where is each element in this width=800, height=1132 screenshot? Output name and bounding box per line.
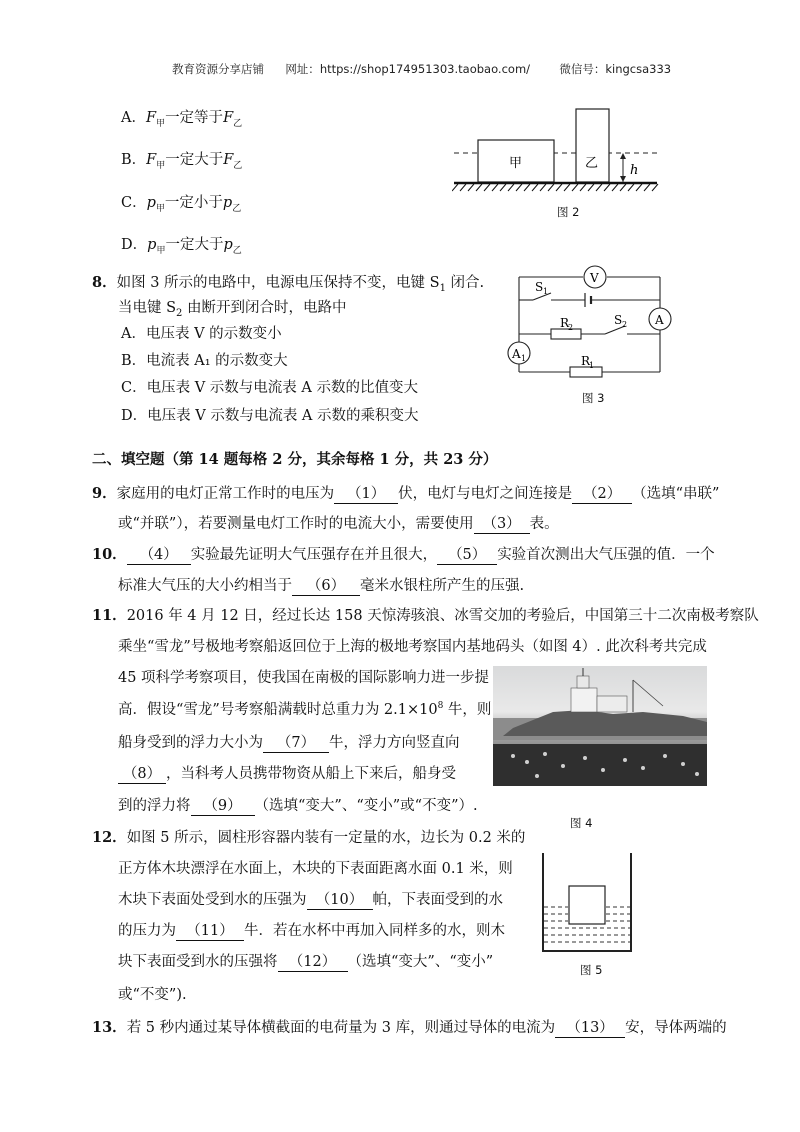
- q9-text-d: （选填“串联”: [632, 486, 720, 502]
- q11-text-4: 高．假设“雪龙”号考察船满载时总重力为 2.1×10: [118, 702, 438, 718]
- option-subscript-2: 乙: [233, 118, 243, 129]
- option-symbol: p: [147, 237, 157, 253]
- q10-text-c: 标准大气压的大小约相当于: [118, 578, 292, 594]
- q12-text-5a: 块下表面受到水的压强将: [118, 954, 278, 970]
- q10-line2: [118, 574, 524, 596]
- option-relation: 一定大于: [165, 237, 224, 253]
- q10-text-b: 实验首次测出大气压强的值．一个: [497, 547, 715, 563]
- resistor-r1-sub: 1: [589, 361, 595, 370]
- q8-sub-1: 1: [439, 282, 446, 294]
- option-symbol: F: [146, 152, 157, 168]
- resistor-r2-label: R: [560, 316, 570, 330]
- q12-line6: 或“不变”).: [118, 987, 187, 1003]
- q10-text-a: 实验最先证明大气压强存在并且很大，: [190, 547, 438, 563]
- q13-blank-13[interactable]: （13）: [555, 1016, 625, 1038]
- q12-text-3a: 木块下表面处受到水的压强为: [118, 892, 307, 908]
- voltmeter-label: V: [590, 271, 599, 285]
- option-subscript-2: 乙: [232, 245, 242, 256]
- q9-line2: [118, 512, 559, 534]
- height-label: h: [630, 163, 639, 178]
- q11-blank-8[interactable]: （8）: [118, 762, 166, 784]
- q11-text-5b: 牛，浮力方向竖直向: [329, 735, 460, 751]
- q11-text-4b: 牛，则: [443, 702, 492, 718]
- q11-blank-7[interactable]: （7）: [263, 731, 329, 753]
- figure-4-photo: [493, 666, 707, 786]
- figure-2-caption: 图 2: [557, 205, 580, 219]
- q9-line1: [92, 482, 719, 504]
- option-symbol: F: [145, 110, 157, 126]
- q12-text-5b: （选填“变大”、“变小”: [347, 954, 494, 970]
- option-subscript: 甲: [156, 245, 166, 256]
- q9-blank-1[interactable]: （1）: [334, 482, 398, 504]
- q12-text-3b: 帕，下表面受到的水: [372, 892, 503, 908]
- option-relation: 一定小于: [164, 195, 223, 211]
- figure-2: [452, 105, 662, 220]
- q12-blank-10[interactable]: （10）: [307, 888, 373, 910]
- switch-s1-sub: 1: [543, 287, 549, 296]
- q8-text-1c: 闭合.: [445, 275, 485, 291]
- q12-line2: 正方体木块漂浮在水面上，木块的下表面距离水面 0.1 米，则: [118, 861, 513, 877]
- switch-s1-label: S: [535, 280, 544, 294]
- q8-sub-2: 2: [176, 307, 183, 319]
- option-subscript-2: 乙: [232, 203, 242, 214]
- option-relation: 一定大于: [165, 152, 224, 168]
- option-subscript: 甲: [155, 203, 165, 214]
- q11-sup-8: 8: [437, 701, 444, 712]
- q11-line7: [118, 794, 478, 816]
- ship-illustration: [493, 666, 707, 786]
- q12-line1: [92, 826, 525, 847]
- q9-blank-2[interactable]: （2）: [572, 482, 632, 504]
- switch-s2-label: S: [614, 313, 623, 327]
- shop-url[interactable]: https://shop174951303.taobao.com/: [319, 62, 531, 76]
- q12-blank-11[interactable]: （11）: [176, 919, 244, 941]
- q13-number: 13．: [92, 1019, 127, 1036]
- q11-blank-9[interactable]: （9）: [191, 794, 255, 816]
- option-subscript: 甲: [156, 160, 166, 171]
- figure-3-circuit: [505, 262, 685, 382]
- ammeter-a1-sub: 1: [521, 354, 527, 363]
- q10-blank-6[interactable]: （6）: [292, 574, 360, 596]
- option-subscript-2: 乙: [233, 160, 243, 171]
- q7-option-d: [121, 233, 242, 256]
- shop-name: 教育资源分享店铺: [172, 62, 264, 76]
- q10-blank-4[interactable]: （4）: [127, 543, 191, 565]
- q11-line6: [118, 762, 456, 784]
- option-symbol-2: p: [222, 195, 233, 211]
- resistor-r1-label: R: [581, 354, 591, 368]
- option-letter: C．: [121, 195, 147, 211]
- q9-text-f: 表。: [529, 516, 559, 532]
- q13-line1: [92, 1016, 727, 1038]
- q11-line5: [118, 731, 460, 753]
- q8-text-2c: 由断开到闭合时，电路中: [182, 300, 347, 316]
- q11-text-1: 2016 年 4 月 12 日，经过长达 158 天惊涛骇浪、冰雪交加的考验后，中国第三十二次南极考察队: [126, 608, 759, 624]
- q8-option-b: B．电流表 A₁ 的示数变大: [121, 353, 288, 369]
- q12-number: 12．: [92, 829, 127, 846]
- q11-text-7b: （选填“变大”、“变小”或“不变”）.: [254, 798, 478, 814]
- q12-line3: [118, 888, 503, 910]
- q13-text-a: 若 5 秒内通过某导体横截面的电荷量为 3 库，则通过导体的电流为: [126, 1020, 556, 1036]
- option-subscript: 甲: [156, 118, 166, 129]
- q12-text-4b: 牛．若在水杯中再加入同样多的水，则木: [244, 923, 505, 939]
- q11-text-6: ，当科考人员携带物资从船上下来后，船身受: [166, 766, 456, 782]
- option-symbol-2: F: [223, 152, 234, 168]
- option-relation: 一定等于: [165, 110, 224, 126]
- switch-s2-sub: 2: [622, 320, 628, 329]
- page-header: [172, 61, 671, 77]
- q8-line2: [118, 296, 347, 319]
- figure-5-container: [538, 851, 638, 956]
- q8-text-2: 当电键 S: [118, 300, 177, 316]
- q8-option-d: D．电压表 V 示数与电流表 A 示数的乘积变大: [121, 408, 419, 424]
- q8-line1: [92, 271, 484, 294]
- option-letter: D．: [121, 237, 148, 253]
- section-2-title: 二、填空题（第 14 题每格 2 分，其余每格 1 分，共 23 分）: [92, 451, 498, 468]
- q12-line5: [118, 950, 493, 972]
- q8-number: 8．: [92, 274, 117, 291]
- q10-blank-5[interactable]: （5）: [437, 543, 497, 565]
- q10-line1: [92, 543, 715, 565]
- figure-3-caption: 图 3: [582, 391, 605, 405]
- q12-text-4a: 的压力为: [118, 923, 176, 939]
- q11-text-5a: 船身受到的浮力大小为: [118, 735, 263, 751]
- q11-line1: [92, 604, 759, 625]
- q10-number: 10．: [92, 546, 127, 563]
- q11-text-7a: 到的浮力将: [118, 798, 191, 814]
- q7-option-c: [121, 191, 241, 214]
- figure-5-caption: 图 5: [580, 963, 603, 977]
- q7-option-a: [121, 106, 242, 129]
- option-letter: A．: [121, 110, 146, 126]
- figure-4-caption: 图 4: [570, 816, 593, 830]
- wechat-label: 微信号：: [559, 62, 606, 76]
- option-symbol-2: F: [223, 110, 234, 126]
- q11-line4: [118, 698, 491, 719]
- q11-line2: 乘坐“雪龙”号极地考察船返回位于上海的极地考察国内基地码头（如图 4）. 此次科考共完成: [118, 639, 707, 655]
- q12-line4: [118, 919, 505, 941]
- ammeter-a1-label: A: [512, 347, 521, 361]
- q11-number: 11．: [92, 607, 127, 624]
- q10-text-d: 毫米水银柱所产生的压强.: [360, 578, 525, 594]
- q9-number: 9．: [92, 485, 117, 502]
- q8-option-c: C．电压表 V 示数与电流表 A 示数的比值变大: [121, 380, 418, 396]
- wechat-id: kingcsa333: [605, 62, 672, 76]
- q9-blank-3[interactable]: （3）: [474, 512, 530, 534]
- q12-blank-12[interactable]: （12）: [278, 950, 348, 972]
- resistor-r2-sub: 2: [568, 323, 574, 332]
- q12-text-1: 如图 5 所示，圆柱形容器内装有一定量的水，边长为 0.2 米的: [126, 830, 526, 846]
- q13-text-b: 安，导体两端的: [625, 1020, 727, 1036]
- q8-text-1: 如图 3 所示的电路中，电源电压保持不变，电键 S: [116, 275, 440, 291]
- url-label: 网址：: [285, 62, 320, 76]
- option-symbol-2: p: [223, 237, 233, 253]
- q8-option-a: A．电压表 V 的示数变小: [121, 326, 282, 342]
- q9-text-a: 家庭用的电灯正常工作时的电压为: [116, 486, 335, 502]
- option-letter: B．: [121, 152, 147, 168]
- option-symbol: p: [146, 195, 156, 211]
- q7-option-b: [121, 148, 242, 171]
- q9-text-c: 伏，电灯与电灯之间连接是: [398, 486, 573, 502]
- block-jia-label: 甲: [509, 156, 523, 171]
- ammeter-a-label: A: [655, 313, 664, 327]
- block-yi-label: 乙: [585, 156, 599, 171]
- q11-line3: 45 项科学考察项目，使我国在南极的国际影响力进一步提: [118, 670, 490, 686]
- q9-text-e: 或“并联”），若要测量电灯工作时的电流大小，需要使用: [118, 516, 474, 532]
